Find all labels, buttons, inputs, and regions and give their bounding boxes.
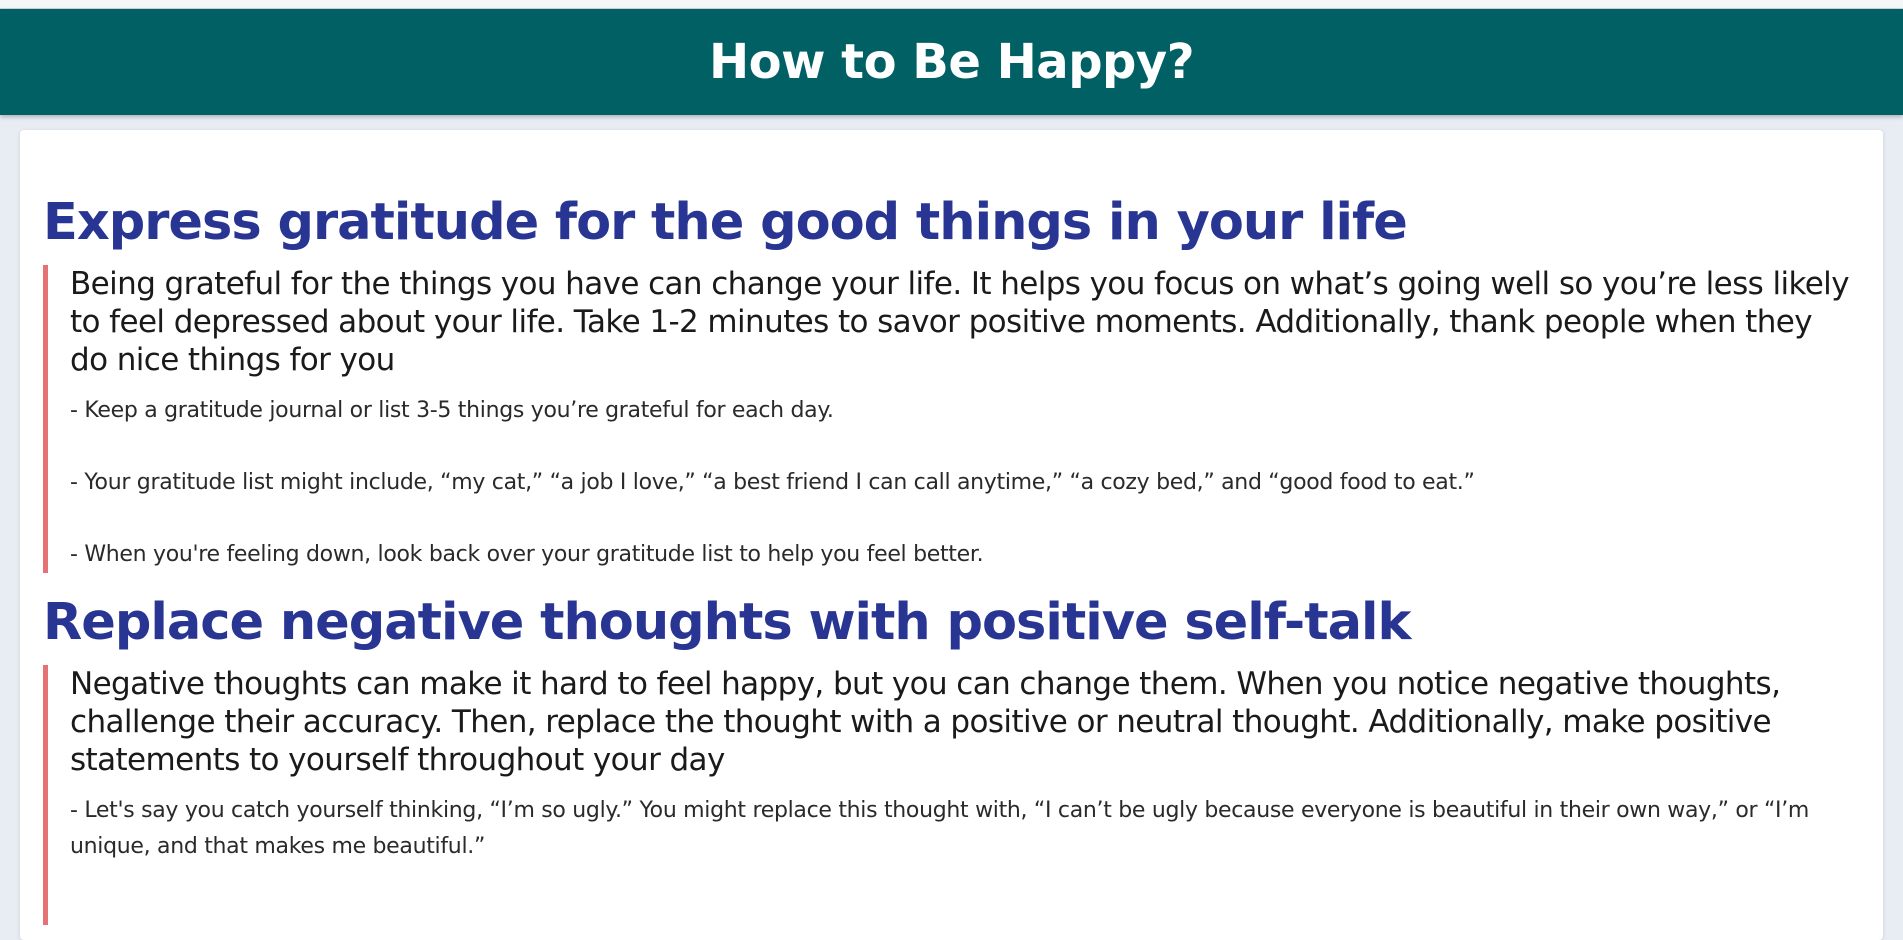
tip-block	[43, 665, 1883, 925]
tip-summary: Negative thoughts can make it hard to feel happy, but you can change them. When you notice negative thoughts, challenge their accuracy. Then, replace the thought with a positive or neutral thought. Additionally, make positive statements to yourself throughout your day	[70, 666, 1781, 778]
tip-section-positive-self-talk	[20, 593, 1883, 925]
tip-detail: - Keep a gratitude journal or list 3-5 things you’re grateful for each day.	[70, 398, 834, 423]
section-heading: Express gratitude for the good things in your life	[43, 193, 1407, 252]
tip-block	[43, 265, 1883, 573]
content-card	[20, 130, 1883, 940]
tip-detail: - Your gratitude list might include, “my cat,” “a job I love,” “a best friend I can call anytime,” “a cozy bed,” and “good food to eat.”	[70, 470, 1475, 495]
tip-detail: - Let's say you catch yourself thinking, “I’m so ugly.” You might replace this thought with, “I can’t be ugly because everyone is beautiful in their own way,” or “I’m unique, and that makes me beautiful.”	[70, 798, 1810, 859]
tip-detail: - When you're feeling down, look back over your gratitude list to help you feel better.	[70, 542, 984, 567]
section-heading: Replace negative thoughts with positive self-talk	[43, 593, 1411, 652]
page-title: How to Be Happy?	[708, 34, 1195, 90]
tip-summary: Being grateful for the things you have can change your life. It helps you focus on what’s going well so you’re less likely to feel depressed about your life. Take 1-2 minutes to savor positive moments. Additionally, thank people when they do nice things for you	[70, 266, 1849, 378]
site-header	[0, 9, 1903, 115]
browser-top-strip	[0, 0, 1903, 9]
tip-section-gratitude	[20, 193, 1883, 573]
